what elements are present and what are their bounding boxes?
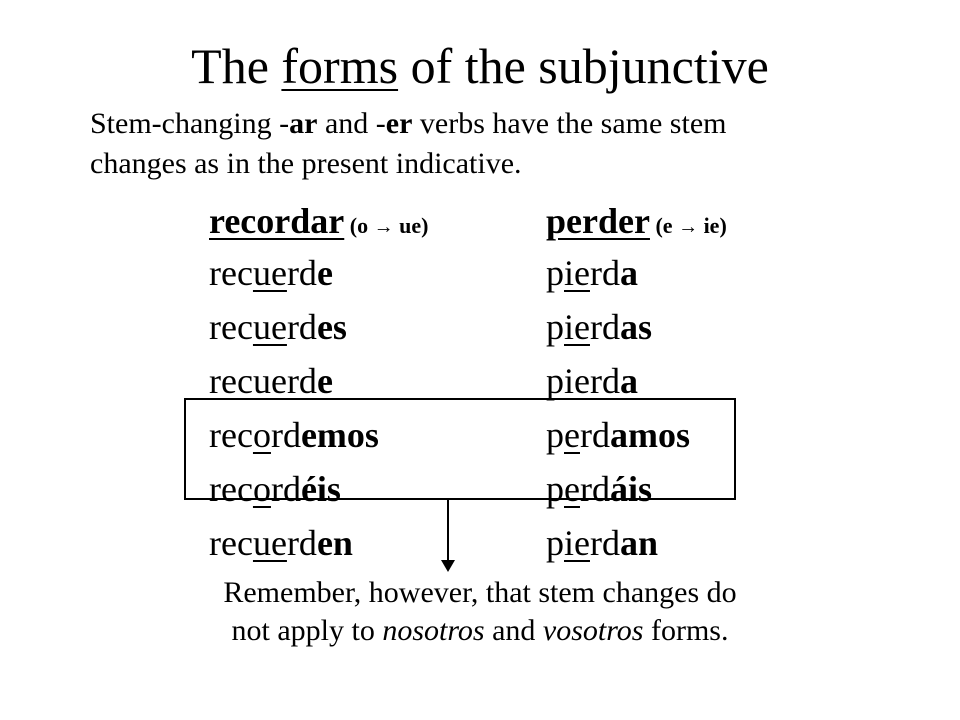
form-prefix: p (546, 415, 564, 455)
form-prefix: p (546, 523, 564, 563)
conjugation-form (209, 516, 428, 570)
title-post: of the subjunctive (398, 38, 769, 94)
form-ending: es (316, 307, 347, 347)
rule-close: ue) (393, 213, 429, 238)
form-ending: emos (300, 415, 379, 455)
conjugation-form (209, 300, 428, 354)
form-prefix: rec (209, 415, 253, 455)
rule-open: (o (344, 213, 374, 238)
form-prefix: rec (209, 469, 253, 509)
note-text-segment: not apply to (231, 614, 383, 647)
form-stem-end: rd (286, 307, 317, 347)
form-stem-end: rd (270, 415, 301, 455)
verb-infinitive: perder (546, 201, 650, 241)
nosotros-term: nosotros (382, 614, 485, 647)
rule-close: ie) (698, 213, 727, 238)
form-stem-end: rd (286, 361, 317, 401)
note-text-segment: and (484, 614, 543, 647)
note-line-2 (0, 612, 960, 650)
form-stem-end: rd (286, 253, 317, 293)
form-prefix: p (546, 307, 564, 347)
intro-text-segment: and - (317, 107, 386, 140)
column-heading (209, 196, 428, 246)
intro-text-segment: verbs have the same stem (412, 107, 727, 140)
conjugation-form (546, 246, 727, 300)
form-stem-end: rd (579, 469, 610, 509)
stem-vowel: ie (564, 307, 590, 347)
form-prefix: rec (209, 523, 253, 563)
form-prefix: rec (209, 307, 253, 347)
form-stem-end: rd (589, 523, 620, 563)
conjugation-form (546, 300, 727, 354)
perder-column (546, 196, 727, 570)
recordar-column (209, 196, 428, 570)
form-ending: amos (609, 415, 690, 455)
note-line-1: Remember, however, that stem changes do (223, 576, 737, 609)
stem-vowel: ue (252, 361, 287, 401)
stem-vowel: e (564, 469, 580, 509)
stem-change-rule (344, 213, 428, 238)
form-stem-end: rd (270, 469, 301, 509)
rule-open: (e (649, 213, 679, 238)
stem-vowel: ue (252, 253, 287, 293)
pointer-arrow-shaft (447, 500, 449, 562)
form-ending: an (619, 523, 659, 563)
verb-infinitive: recordar (209, 201, 345, 241)
form-stem-end: rd (286, 523, 317, 563)
form-ending: en (316, 523, 353, 563)
vosotros-term: vosotros (542, 614, 644, 647)
stem-vowel: o (252, 469, 271, 509)
form-prefix: p (546, 469, 564, 509)
form-ending: a (619, 361, 638, 401)
stem-vowel: o (252, 415, 271, 455)
er-ending: er (385, 107, 413, 140)
form-ending: e (316, 253, 333, 293)
stem-change-rule (650, 213, 727, 238)
right-arrow-icon: → (678, 216, 699, 238)
stem-vowel: ie (564, 253, 590, 293)
form-stem-end: rd (589, 361, 620, 401)
form-prefix: rec (209, 253, 253, 293)
title-underlined-word: forms (281, 38, 399, 94)
stem-vowel: ue (252, 307, 287, 347)
intro-text-segment: Stem-changing - (90, 107, 290, 140)
intro-line-1 (90, 104, 890, 144)
conjugation-form (546, 516, 727, 570)
down-arrow-icon (441, 560, 455, 572)
note-text-segment: forms. (643, 614, 729, 647)
form-stem-end: rd (589, 253, 620, 293)
form-prefix: p (546, 253, 564, 293)
column-heading (546, 196, 727, 246)
right-arrow-icon: → (373, 216, 394, 238)
stem-vowel: ue (252, 523, 287, 563)
form-ending: as (619, 307, 652, 347)
form-prefix: p (546, 361, 564, 401)
form-ending: e (316, 361, 333, 401)
intro-line-2: changes as in the present indicative. (90, 147, 522, 180)
conjugation-form (209, 246, 428, 300)
form-ending: áis (609, 469, 652, 509)
title-pre: The (191, 38, 282, 94)
nosotros-vosotros-highlight-box (184, 398, 736, 500)
form-stem-end: rd (589, 307, 620, 347)
reminder-note (0, 574, 960, 650)
form-ending: a (619, 253, 638, 293)
ar-ending: ar (289, 107, 318, 140)
stem-vowel: e (564, 415, 580, 455)
slide-title (0, 36, 960, 96)
stem-vowel: ie (564, 361, 590, 401)
form-ending: éis (300, 469, 341, 509)
stem-vowel: ie (564, 523, 590, 563)
form-stem-end: rd (579, 415, 610, 455)
intro-text (90, 104, 890, 184)
form-prefix: rec (209, 361, 253, 401)
